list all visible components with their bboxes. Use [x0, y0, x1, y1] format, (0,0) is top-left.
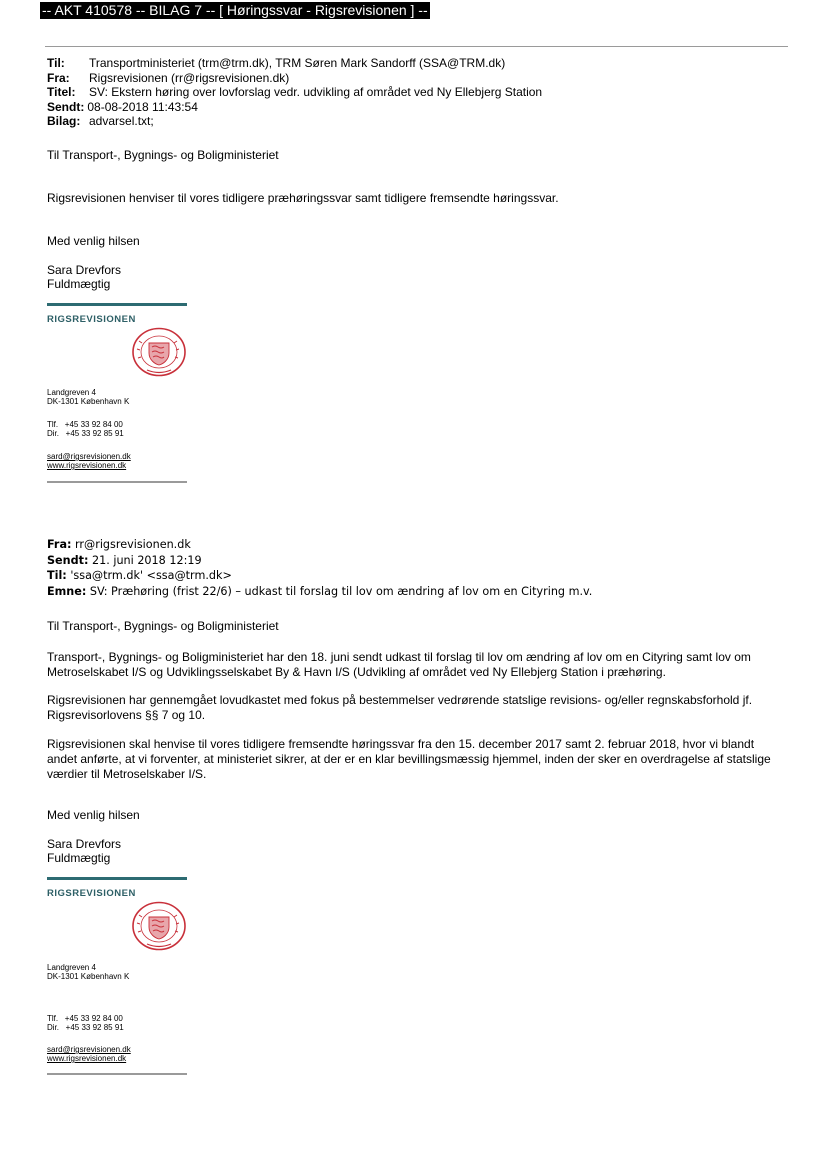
- dir-label: Dir.: [47, 429, 59, 438]
- org-logo-text: RIGSREVISIONEN: [47, 314, 136, 325]
- title-label: Titel:: [47, 85, 76, 99]
- tlf-value: +45 33 92 84 00: [64, 420, 123, 429]
- tlf-value: +45 33 92 84 00: [64, 1014, 123, 1023]
- from-label: Fra:: [47, 70, 70, 85]
- attachment-row: [47, 114, 542, 129]
- to-label: Til:: [47, 56, 65, 70]
- title-value: SV: Ekstern høring over lovforslag vedr. udvikling af området ved Ny Ellebjerg Station: [89, 85, 543, 99]
- address-city: DK-1301 København K: [47, 972, 130, 981]
- signature-block: [47, 303, 192, 485]
- sent-label: Sendt:: [47, 99, 85, 114]
- folketinget-seal-icon: [131, 901, 187, 951]
- signature-bottom-bar: [47, 1073, 187, 1075]
- subject-value: SV: Præhøring (frist 22/6) – udkast til forslag til lov om ændring af lov om en Cityring m.v.: [89, 584, 593, 598]
- folketinget-seal-icon: [131, 327, 187, 377]
- divider: [45, 46, 788, 47]
- email2-sender-role: Fuldmægtig: [47, 851, 111, 865]
- org-logo-text: RIGSREVISIONEN: [47, 888, 136, 899]
- email1-sender-name: Sara Drevfors: [47, 263, 122, 277]
- title-row: [47, 85, 542, 100]
- email2-header: [47, 537, 592, 599]
- address-street: Landgreven 4: [47, 963, 96, 972]
- email2-sender-name: Sara Drevfors: [47, 837, 122, 851]
- to-value: Transportministeriet (trm@trm.dk), TRM Søren Mark Sandorff (SSA@TRM.dk): [89, 56, 506, 70]
- tlf-label: Tlf.: [47, 420, 59, 429]
- email1-closing: Med venlig hilsen: [47, 234, 140, 248]
- attachment-label: Bilag:: [47, 114, 81, 128]
- from-value: rr@rigsrevisionen.dk: [75, 538, 191, 551]
- document-banner: -- AKT 410578 -- BILAG 7 -- [ Høringssvar - Rigsrevisionen ] --: [42, 2, 428, 18]
- sent-value: 21. juni 2018 12:19: [92, 553, 202, 567]
- dir-value: +45 33 92 85 91: [65, 1023, 124, 1032]
- to-row: [47, 568, 592, 584]
- dir-value: +45 33 92 85 91: [65, 429, 124, 438]
- subject-row: [47, 584, 592, 600]
- email2-closing: Med venlig hilsen: [47, 808, 140, 822]
- email2-paragraph-1: Transport-, Bygnings- og Boligministeriet har den 18. juni sendt udkast til forslag til lov om ændring af lov om en Cityring samt lov om Metroselskabet I/S og Udviklingsselskabet By & Havn I/S (Udvikling af området ved Ny Ellebjerg Station i præhøring.: [47, 650, 751, 679]
- website-link[interactable]: www.rigsrevisionen.dk: [47, 1054, 127, 1063]
- tlf-label: Tlf.: [47, 1014, 59, 1023]
- sent-label: Sendt:: [47, 553, 89, 567]
- email1-header: [47, 56, 542, 129]
- from-row: [47, 71, 542, 86]
- signature-top-bar: [47, 303, 187, 306]
- from-label: Fra:: [47, 538, 72, 551]
- email-link[interactable]: sard@rigsrevisionen.dk: [47, 1045, 131, 1054]
- email2-paragraph-2: Rigsrevisionen har gennemgået lovudkastet med fokus på bestemmelser vedrørende statslige revisions- og/eller regnskabsforhold jf. Rigsrevisorlovens §§ 7 og 10.: [47, 693, 753, 722]
- subject-label: Emne:: [47, 584, 87, 598]
- attachment-value[interactable]: advarsel.txt;: [89, 114, 154, 128]
- to-label: Til:: [47, 569, 67, 582]
- email1-body: Rigsrevisionen henviser til vores tidligere præhøringssvar samt tidligere fremsendte høringssvar.: [47, 191, 559, 205]
- address-city: DK-1301 København K: [47, 397, 130, 406]
- to-row: [47, 56, 542, 71]
- direct-line: [47, 1023, 124, 1033]
- website-link[interactable]: www.rigsrevisionen.dk: [47, 461, 127, 470]
- sent-value: 08-08-2018 11:43:54: [87, 99, 198, 114]
- email1-sender-role: Fuldmægtig: [47, 277, 111, 291]
- signature-block: [47, 877, 192, 1077]
- dir-label: Dir.: [47, 1023, 59, 1032]
- to-value: 'ssa@trm.dk' <ssa@trm.dk>: [70, 569, 232, 582]
- signature-top-bar: [47, 877, 187, 880]
- sent-row: [47, 553, 592, 569]
- sent-row: [47, 100, 542, 115]
- direct-line: [47, 429, 124, 439]
- from-value: Rigsrevisionen (rr@rigsrevisionen.dk): [89, 70, 290, 85]
- signature-bottom-bar: [47, 481, 187, 483]
- from-row: [47, 537, 592, 553]
- email2-greeting: Til Transport-, Bygnings- og Boligministeriet: [47, 619, 279, 633]
- email2-paragraph-3: Rigsrevisionen skal henvise til vores tidligere fremsendte høringssvar fra den 15. december 2017 samt 2. februar 2018, hvor vi blandt andet anførte, at vi forventer, at ministeriet sikrer, at der er en klar bevillingsmæssig hjemmel, inden der sker en overdragelse af statslige værdier til Metroselskaber I/S.: [47, 737, 771, 781]
- email-link[interactable]: sard@rigsrevisionen.dk: [47, 452, 131, 461]
- address-street: Landgreven 4: [47, 388, 96, 397]
- email1-greeting: Til Transport-, Bygnings- og Boligministeriet: [47, 148, 279, 162]
